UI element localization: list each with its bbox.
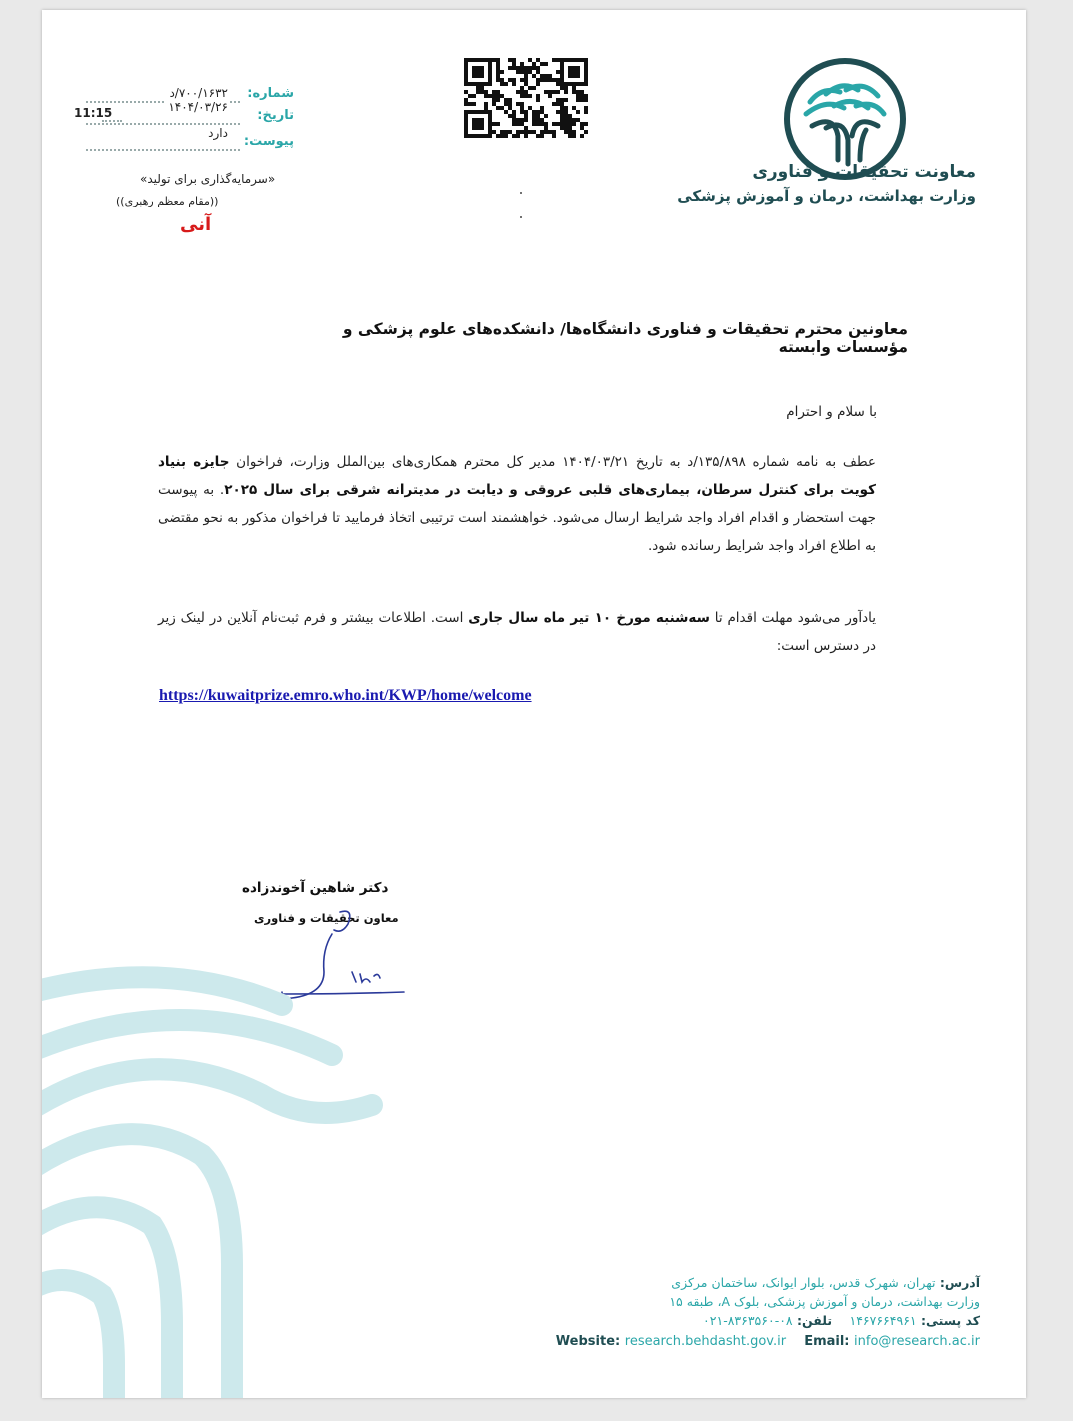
email-label: Email: [804,1334,850,1349]
org-name-line1: معاونت تحقیقات و فناوری [752,162,976,182]
paragraph-1 [158,448,876,560]
address-line-2: وزارت بهداشت، درمان و آموزش پزشکی، بلوک A، طبقه ۱۵ [669,1294,980,1309]
attachment-value: دارد [208,126,228,140]
paragraph-1-text-end: . به پیوست جهت استحضار و اقدام افراد واجد شرایط ارسال می‌شود. خواهشمند است ترتیبی اتخاذ فرمایید تا فراخوان مذکور به نحو مقتضی به اطلاع افراد واجد شرایط رسانده شود. [158,482,876,554]
greeting: با سلام و احترام [786,404,877,420]
attachment-label: پیوست: [243,134,294,149]
prize-title: جایزه بنیاد کویت برای کنترل سرطان، بیماری‌های قلبی عروقی و دیابت در مدیترانه شرقی برای سال ۲۰۲۵ [158,454,876,498]
letter-time: 11:15 [74,106,113,120]
address-line-1: تهران، شهرک قدس، بلوار ایوانک، ساختمان مرکزی [671,1275,936,1290]
mark-dot [520,192,522,194]
letter-number-label: شماره: [247,86,294,101]
qr-code-icon [464,58,588,138]
paragraph-2-text-end: است. اطلاعات بیشتر و فرم ثبت‌نام آنلاین در لینک زیر در دسترس است: [158,610,876,654]
footer-address [560,1274,980,1291]
footer-address-2 [560,1293,980,1310]
paragraph-2 [158,604,876,660]
footer-web [556,1334,980,1349]
phone-label: تلفن: [797,1313,833,1328]
email-value[interactable]: info@research.ac.ir [854,1334,980,1349]
phone-value: ۰۸-۸۳۶۳۵۶۰-۰۲۱ [703,1313,793,1328]
letter-date-label: تاریخ: [257,108,294,123]
addressee: معاونین محترم تحقیقات و فناوری دانشگاه‌ها/ دانشکده‌های علوم پزشکی و مؤسسات وابسته [342,320,908,356]
paragraph-2-text: یادآور می‌شود مهلت اقدام تا [709,610,877,626]
postal-value: ۱۴۶۷۶۶۴۹۶۱ [849,1313,917,1328]
footer-contact [560,1312,980,1329]
prize-website-link[interactable]: https://kuwaitprize.emro.who.int/KWP/home/welcome [159,687,532,704]
website-value[interactable]: research.behdasht.gov.ir [624,1334,787,1349]
org-name [676,160,976,208]
postal-label: کد پستی: [920,1313,980,1328]
letter-page [42,10,1026,1398]
address-label: آدرس: [939,1275,980,1290]
urgency-stamp: آنی [180,214,212,235]
signer-title: معاون تحقیقات و فناوری [254,911,399,925]
deadline: سه‌شنبه مورخ ۱۰ تیر ماه سال جاری [468,610,710,626]
mark-dot [520,216,522,218]
signer-name: دکتر شاهین آخوندزاده [242,880,389,896]
logo-watermark-icon [42,965,402,1398]
paragraph-1-text: عطف به نامه شماره ۱۳۵/۸۹۸/د به تاریخ ۱۴۰۴/۰۳/۲۱ مدیر کل محترم همکاری‌های بین‌الملل وزارت، فراخوان [229,454,876,470]
website-label: Website: [555,1334,621,1349]
letter-number-value: ۷۰۰/۱۶۳۲/د [169,86,228,100]
slogan: «سرمایه‌گذاری برای تولید» [140,172,276,186]
time-dots [102,120,122,122]
org-name-line2: وزارت بهداشت، درمان و آموزش پزشکی [677,187,976,205]
letter-date-value: ۱۴۰۴/۰۳/۲۶ [168,100,228,114]
letter-date-field [86,100,294,130]
attachment-field [86,126,294,156]
slogan-attribution: ((مقام معظم رهبری)) [116,195,219,207]
